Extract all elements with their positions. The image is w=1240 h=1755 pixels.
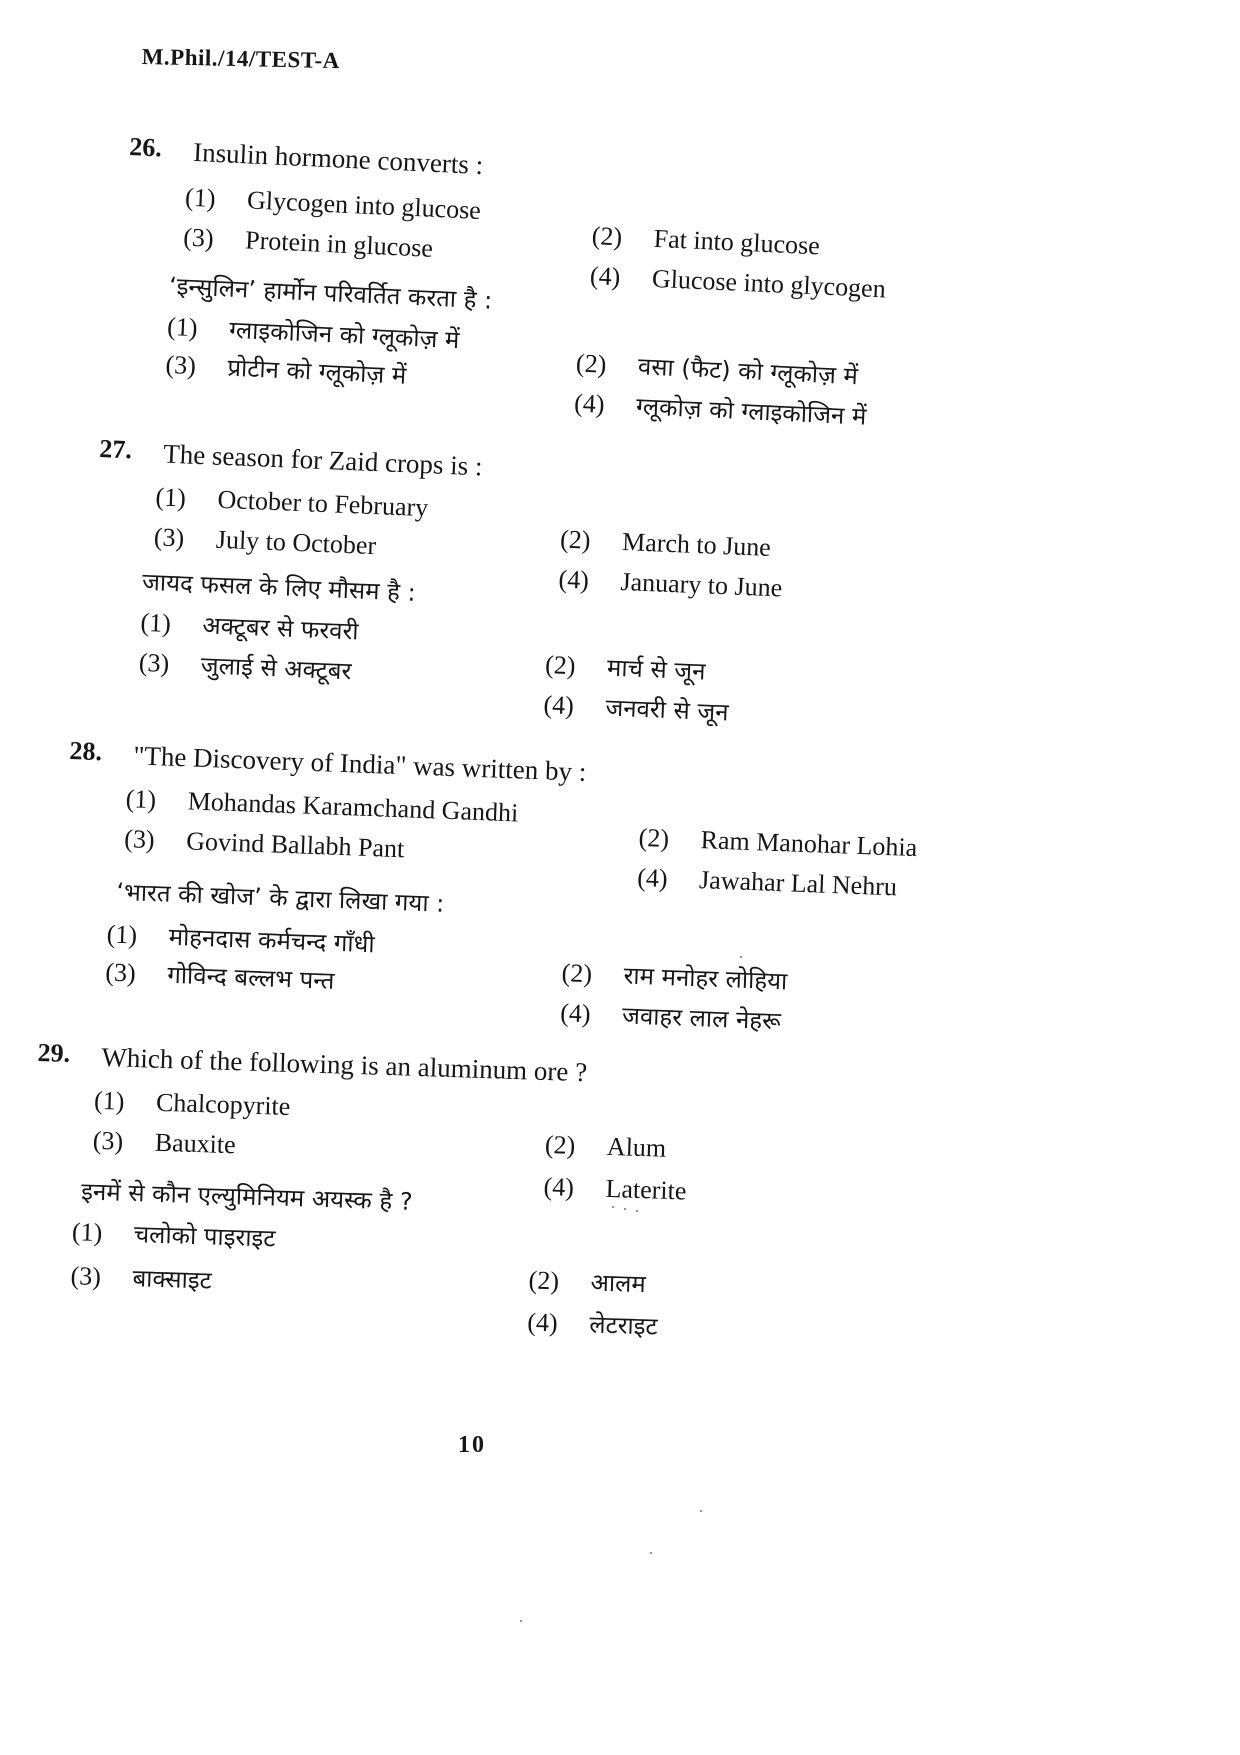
option-2-hi — [545, 652, 706, 684]
option-1-en — [155, 484, 429, 521]
option-number: (3) — [123, 824, 156, 855]
scan-speck — [740, 956, 742, 958]
option-text: चलोको पाइराइट — [133, 1220, 276, 1253]
option-4-en — [543, 1171, 687, 1206]
option-text: Jawahar Lal Nehru — [698, 865, 898, 902]
option-1-hi — [72, 1219, 276, 1251]
option-number: (1) — [139, 607, 172, 638]
option-number: (4) — [526, 1307, 559, 1338]
question-text-hi: ‘भारत की खोज’ के द्वारा लिखा गया : — [115, 877, 445, 918]
option-3-hi — [138, 647, 352, 686]
option-text: Mohandas Karamchand Gandhi — [187, 786, 519, 828]
scan-speck — [520, 1620, 522, 1622]
option-2-en — [591, 223, 820, 259]
option-2-hi — [561, 960, 787, 994]
option-text: Glucose into glycogen — [651, 263, 887, 304]
option-number: (2) — [559, 524, 592, 555]
option-number: (3) — [164, 349, 197, 381]
option-4-en — [558, 564, 783, 603]
option-number: (3) — [153, 522, 185, 553]
option-number: (1) — [71, 1217, 103, 1248]
option-2-en — [544, 1129, 667, 1163]
option-text: लेटराइट — [588, 1310, 659, 1341]
option-text: वसा (फैट) को ग्लूकोज़ में — [637, 352, 859, 391]
option-number: (2) — [544, 650, 577, 681]
option-text: October to February — [216, 484, 429, 523]
question-text-en: The season for Zaid crops is : — [162, 438, 484, 482]
option-number: (4) — [543, 1171, 575, 1202]
option-3-en — [182, 222, 434, 263]
option-4-hi — [526, 1307, 659, 1341]
option-4-hi — [543, 692, 729, 725]
option-text: Laterite — [605, 1173, 687, 1206]
option-text: जनवरी से जून — [604, 693, 730, 727]
option-2-hi — [575, 350, 858, 389]
option-2-en — [638, 822, 918, 863]
option-text: मोहनदास कर्मचन्द गाँधी — [168, 922, 376, 959]
option-number: (3) — [104, 957, 137, 988]
option-3-hi — [164, 349, 407, 390]
option-number: (1) — [125, 784, 157, 815]
option-4-en — [589, 263, 886, 302]
option-text: ग्लूकोज़ को ग्लाइकोजिन में — [635, 392, 867, 431]
option-1-hi — [106, 921, 375, 957]
option-text: प्रोटीन को ग्लूकोज़ में — [226, 353, 407, 390]
option-number: (3) — [182, 222, 215, 253]
paper-code-header: M.Phil./14/TEST-A — [141, 44, 341, 74]
option-number: (2) — [575, 348, 608, 379]
option-1-en — [184, 182, 482, 225]
option-text: अक्टूबर से फरवरी — [201, 611, 360, 646]
option-3-hi — [70, 1263, 212, 1293]
option-text: Fat into glucose — [653, 223, 821, 261]
option-number: (4) — [636, 862, 669, 893]
question-text-hi: इनमें से कौन एल्युमिनियम अयस्क है ? — [80, 1177, 414, 1216]
option-text: Protein in glucose — [244, 225, 434, 263]
option-text: आलम — [590, 1268, 647, 1299]
option-number: (4) — [558, 564, 590, 595]
option-text: March to June — [621, 527, 772, 562]
question-28 — [59, 738, 989, 1072]
question-text-hi: ‘इन्सुलिन’ हार्मोन परिवर्तित करता है : — [168, 271, 493, 315]
option-text: बाक्साइट — [132, 1264, 213, 1295]
question-text-hi: जायद फसल के लिए मौसम है : — [141, 567, 417, 607]
option-text: July to October — [215, 524, 377, 561]
option-text: Chalcopyrite — [155, 1087, 291, 1121]
option-text: जुलाई से अक्टूबर — [200, 651, 352, 686]
question-text-en: Which of the following is an aluminum ore ? — [101, 1042, 588, 1088]
option-text: ग्लाइकोजिन को ग्लूकोज़ में — [228, 315, 460, 355]
question-number: 28. — [69, 736, 103, 767]
option-number: (3) — [92, 1125, 124, 1156]
option-number: (2) — [528, 1265, 560, 1296]
question-number: 26. — [128, 132, 163, 163]
option-text: राम मनोहर लोहिया — [623, 961, 788, 996]
option-text: Glycogen into glucose — [246, 185, 482, 225]
option-1-en — [125, 786, 518, 826]
option-4-en — [636, 862, 898, 902]
option-2-en — [559, 524, 772, 562]
option-text: Bauxite — [154, 1127, 237, 1160]
option-text: Ram Manohar Lohia — [700, 825, 918, 863]
option-number: (4) — [573, 388, 606, 419]
question-text-en: Insulin hormone converts : — [192, 136, 484, 181]
option-number: (4) — [542, 690, 575, 721]
scan-speck — [636, 1210, 638, 1212]
option-number: (1) — [93, 1085, 125, 1116]
option-number: (2) — [561, 958, 593, 989]
question-number: 27. — [98, 434, 133, 465]
option-3-en — [92, 1125, 237, 1160]
option-1-hi — [166, 311, 460, 355]
scan-speck — [612, 1206, 614, 1208]
scan-speck — [624, 1208, 626, 1210]
option-1-hi — [139, 607, 360, 646]
option-text: गोविन्द बल्लभ पन्त — [166, 960, 335, 995]
option-text: Govind Ballabh Pant — [185, 826, 405, 864]
option-text: Alum — [606, 1131, 667, 1163]
option-1-en — [93, 1085, 291, 1121]
option-number: (1) — [166, 311, 199, 343]
option-text: जवाहर लाल नेहरू — [621, 1001, 782, 1036]
option-number: (4) — [559, 998, 592, 1029]
option-number: (2) — [544, 1129, 576, 1160]
page-number: 10 — [458, 1432, 486, 1458]
option-number: (3) — [70, 1261, 102, 1292]
option-3-en — [153, 524, 376, 559]
option-number: (1) — [155, 482, 187, 513]
option-2-hi — [528, 1265, 647, 1299]
scan-speck — [700, 1510, 702, 1512]
option-text: January to June — [619, 567, 783, 603]
question-27 — [88, 436, 1019, 773]
question-number: 29. — [37, 1038, 71, 1069]
option-number: (2) — [591, 221, 623, 252]
option-4-hi — [574, 390, 867, 429]
option-text: मार्च से जून — [606, 653, 707, 686]
option-number: (1) — [184, 182, 217, 213]
question-29 — [29, 1040, 958, 1369]
option-4-hi — [560, 1000, 781, 1034]
option-number: (2) — [638, 822, 670, 854]
option-number: (3) — [138, 647, 170, 678]
question-text-en: "The Discovery of India" was written by : — [132, 740, 587, 787]
option-number: (1) — [106, 919, 138, 950]
option-3-en — [124, 826, 405, 862]
option-3-hi — [105, 959, 335, 993]
option-number: (4) — [589, 261, 622, 292]
scan-speck — [650, 1552, 652, 1554]
